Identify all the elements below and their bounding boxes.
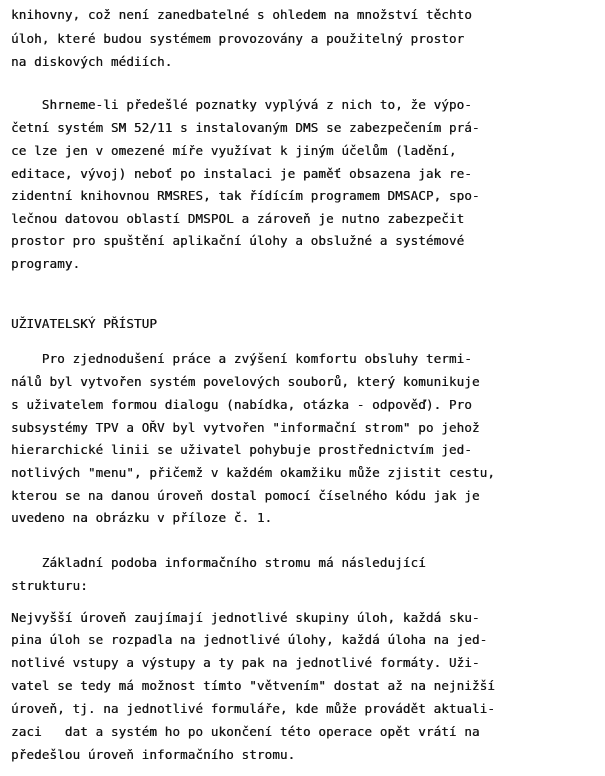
text-line: knihovny, což není zanedbatelné s ohledem na množství těchto <box>11 7 472 22</box>
text-line: zidentní knihovnou RMSRES, tak řídícím programem DMSACP, spo- <box>11 188 480 203</box>
text-line: pina úloh se rozpadla na jednotlivé úlohy, každá úloha na jed- <box>11 632 488 647</box>
text-line: Nejvyšší úroveň zaujímají jednotlivé skupiny úloh, každá sku- <box>11 610 480 625</box>
text-line: předešlou úroveň informačního stromu. <box>11 747 296 762</box>
text-line: ce lze jen v omezené míře využívat k jiným účelům (ladění, <box>11 143 457 158</box>
section-heading: UŽIVATELSKÝ PŘÍSTUP <box>11 316 157 331</box>
text-line: notlivé vstupy a výstupy a ty pak na jednotlivé formáty. Uži- <box>11 655 480 670</box>
text-line: úloh, které budou systémem provozovány a použitelný prostor <box>11 31 465 46</box>
text-line: vatel se tedy má možnost tímto "větvením" dostat až na nejnižší <box>11 678 495 693</box>
text-line: nálů byl vytvořen systém povelových souborů, který komunikuje <box>11 374 480 389</box>
text-line: kterou se na danou úroveň dostal pomocí číselného kódu jak je <box>11 488 480 503</box>
text-line: s uživatelem formou dialogu (nabídka, otázka - odpověď). Pro <box>11 397 472 412</box>
text-line: prostor pro spuštění aplikační úlohy a obslužné a systémové <box>11 233 465 248</box>
text-line: Základní podoba informačního stromu má následující <box>11 555 426 570</box>
text-line: subsystémy TPV a OŘV byl vytvořen "informační strom" po jehož <box>11 420 480 435</box>
text-line: úroveň, tj. na jednotlivé formuláře, kde může provádět aktuali- <box>11 701 495 716</box>
text-line: editace, vývoj) neboť po instalaci je paměť obsazena jak re- <box>11 166 472 181</box>
text-line: strukturu: <box>11 578 88 593</box>
text-line: četní systém SM 52/11 s instalovaným DMS se zabezpečením prá- <box>11 120 480 135</box>
text-line: notlivých "menu", přičemž v každém okamžiku může zjistit cestu, <box>11 465 495 480</box>
text-line: programy. <box>11 256 81 271</box>
text-line: Shrneme-li předešlé poznatky vyplývá z nich to, že výpo- <box>11 97 472 112</box>
text-line: lečnou datovou oblastí DMSPOL a zároveň je nutno zabezpečit <box>11 211 465 226</box>
text-line: Pro zjednodušení práce a zvýšení komfortu obsluhy termi- <box>11 351 472 366</box>
text-line: na diskových médiích. <box>11 54 173 69</box>
text-line: uvedeno na obrázku v příloze č. 1. <box>11 510 273 525</box>
text-line: hierarchické linii se uživatel pohybuje prostřednictvím jed- <box>11 442 472 457</box>
text-line: zaci dat a systém ho po ukončení této operace opět vrátí na <box>11 724 480 739</box>
